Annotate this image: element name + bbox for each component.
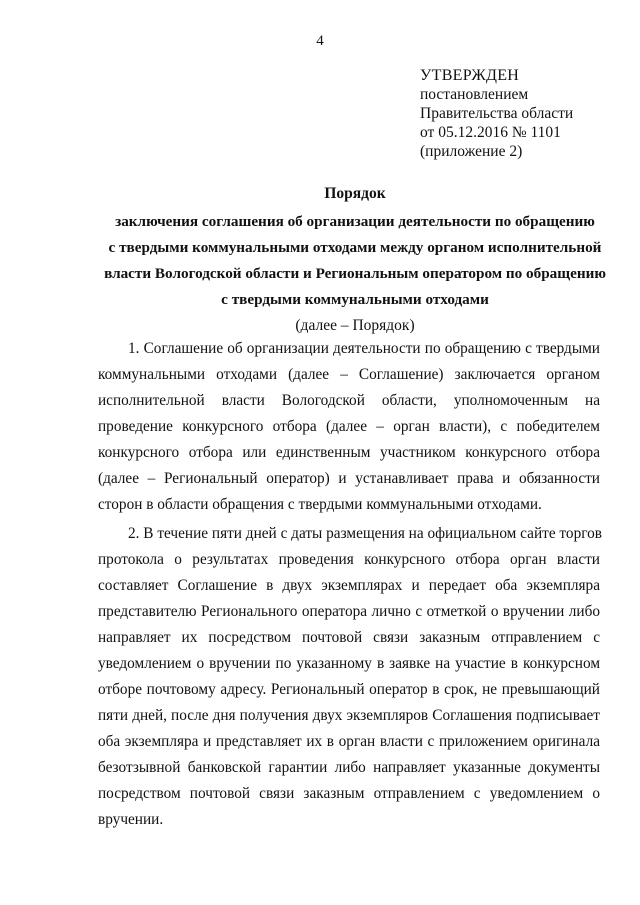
- text-line: направляет их посредством почтовой связи заказным отправлением с: [98, 629, 600, 646]
- text-line: 1. Соглашение об организации деятельности по обращению с твердыми: [128, 340, 600, 357]
- subtitle-line: власти Вологодской области и Региональным оператором по обращению: [104, 265, 606, 282]
- approval-line: от 05.12.2016 № 1101: [420, 124, 561, 141]
- text-line: отборе почтовому адресу. Региональный оператор в срок, не превышающий: [98, 681, 600, 698]
- text-line: проведение конкурсного отбора (далее – орган власти), с победителем: [98, 418, 600, 435]
- text-line: безотзывной банковской гарантии либо направляет указанные документы: [98, 759, 600, 776]
- paragraph-1: [98, 336, 600, 518]
- text-line: составляет Соглашение в двух экземплярах и передает оба экземпляра: [98, 577, 600, 594]
- document-title-block: [90, 183, 620, 338]
- text-line: пяти дней, после дня получения двух экземпляров Соглашения подписывает: [98, 707, 600, 724]
- text-line: вручении.: [98, 811, 164, 828]
- text-line: исполнительной власти Вологодской области, уполномоченным на: [98, 392, 600, 409]
- document-title: Порядок: [324, 185, 386, 202]
- text-line: уведомлением о вручении по указанному в заявке на участие в конкурсном: [98, 655, 600, 672]
- subtitle-line: с твердыми коммунальными отходами между органом исполнительной: [108, 239, 602, 256]
- page-number: 4: [316, 33, 324, 49]
- document-body: [98, 336, 600, 833]
- text-line: оба экземпляра и представляет их в орган власти с приложением оригинала: [98, 733, 600, 750]
- approval-line: постановлением: [420, 86, 529, 103]
- approval-stamp: [420, 66, 573, 161]
- approval-line: (приложение 2): [420, 143, 523, 160]
- paragraph-2: [98, 521, 600, 833]
- text-line: 2. В течение пяти дней с даты размещения на официальном сайте торгов: [128, 525, 602, 542]
- text-line: представителю Регионального оператора лично с отметкой о вручении либо: [98, 603, 600, 620]
- text-line: сторон в области обращения с твердыми коммунальными отходами.: [98, 496, 542, 513]
- document-abbreviation: (далее – Порядок): [295, 317, 415, 334]
- approval-line: Правительства области: [420, 105, 574, 122]
- text-line: посредством почтовой связи заказным отправлением с уведомлением о: [98, 785, 600, 802]
- document-subtitle: [90, 209, 620, 313]
- text-line: конкурсного отбора или единственным участником конкурсного отбора: [98, 444, 600, 461]
- subtitle-line: заключения соглашения об организации деятельности по обращению: [115, 213, 595, 230]
- text-line: протокола о результатах проведения конкурсного отбора орган власти: [98, 551, 600, 568]
- approval-line: УТВЕРЖДЕН: [420, 67, 520, 84]
- text-line: (далее – Региональный оператор) и устанавливает права и обязанности: [98, 470, 600, 487]
- text-line: коммунальными отходами (далее – Соглашение) заключается органом: [98, 366, 600, 383]
- subtitle-line: с твердыми коммунальными отходами: [221, 291, 489, 308]
